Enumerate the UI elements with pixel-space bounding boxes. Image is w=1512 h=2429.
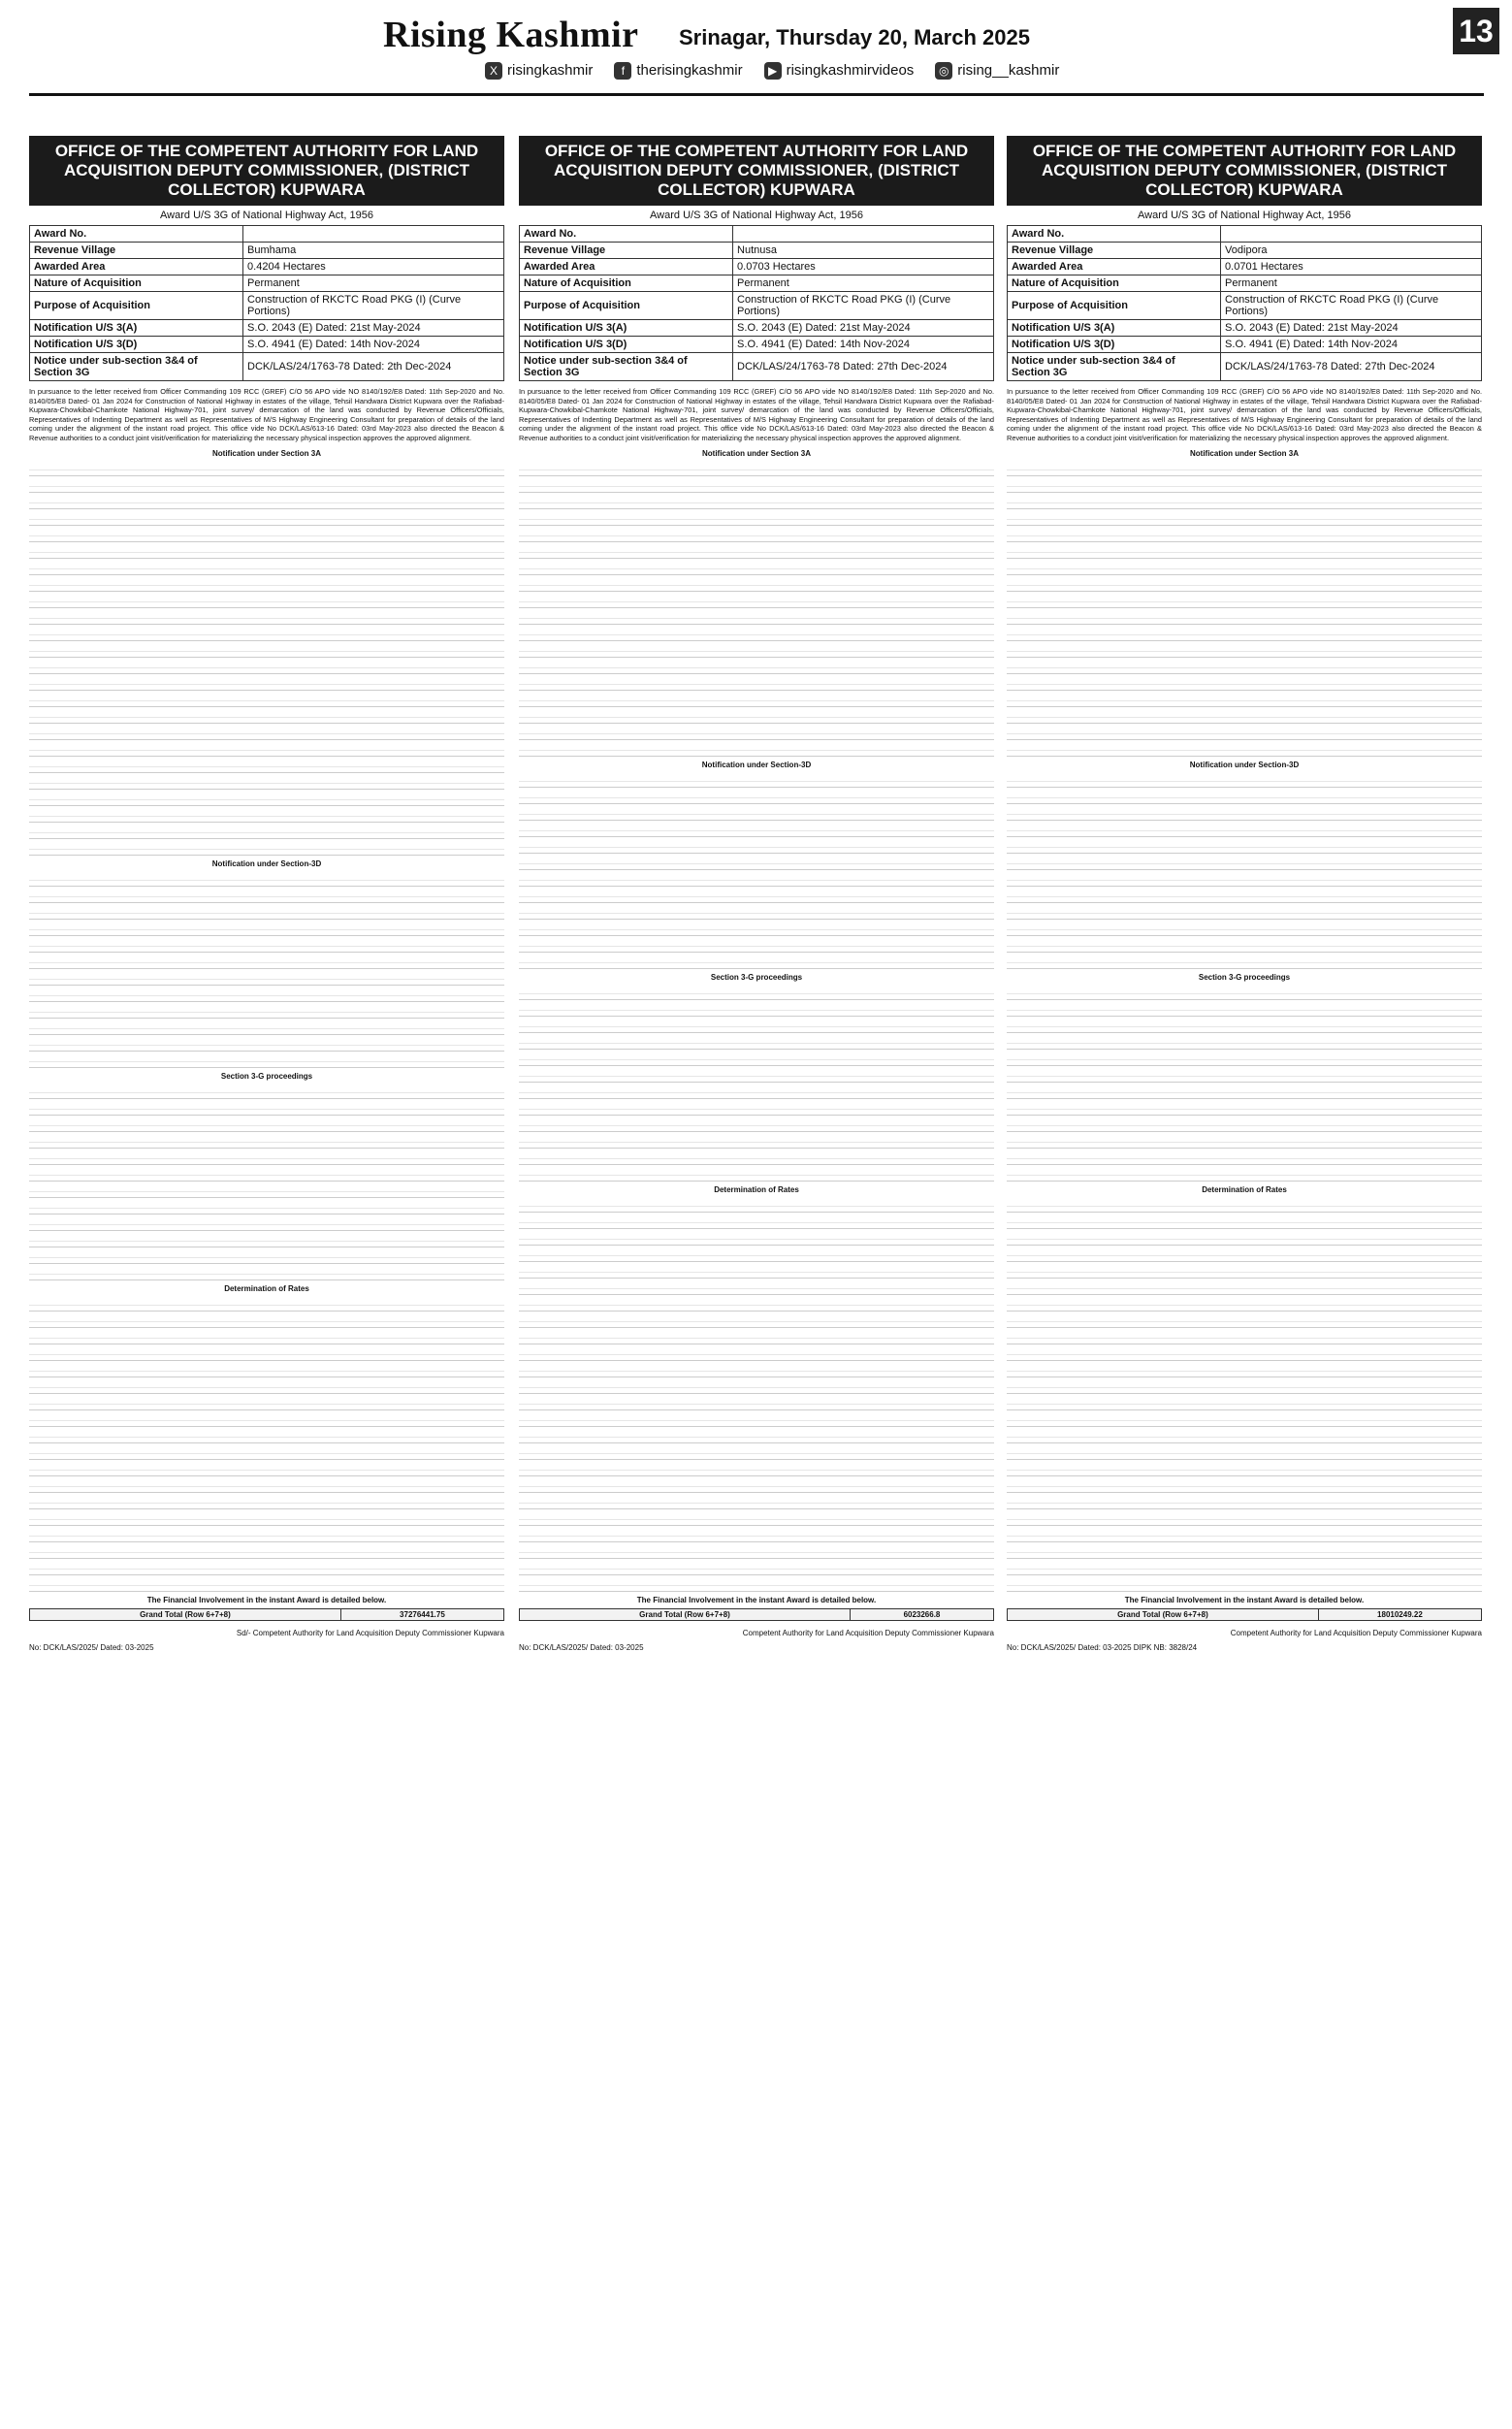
section-heading: Section 3-G proceedings <box>710 972 803 982</box>
section-heading: The Financial Involvement in the instant Award is detailed below. <box>636 1595 877 1604</box>
notice-title: OFFICE OF THE COMPETENT AUTHORITY FOR LAND ACQUISITION DEPUTY COMMISSIONER, (DISTRICT COLLECTOR) KUPWARA <box>519 136 994 206</box>
signature-block: Competent Authority for Land Acquisition Deputy Commissioner Kupwara <box>1230 1628 1482 1637</box>
youtube-icon: ▶ <box>764 62 782 80</box>
section-heading: The Financial Involvement in the instant Award is detailed below. <box>146 1595 387 1604</box>
body-paragraph: In pursuance to the letter received from Officer Commanding 109 RCC (GREF) C/O 56 APO vide NO 8140/192/E8 Dated: 11th Sep-2020 and No. 8140/05/E8 Dated- 01 Jan 2024 for Construction of National Highway in estates of the village, Tehsil Handwara District Kupwara over the Rafiabad-Kupwara-Chowkibal-Chamkote National Highway-701, joint survey/ demarcation of the land was conducted by Revenue Officers/Officials, Representatives of Indenting Department as well as Representatives of M/S Highway Engineering Consultant for preparation of details of the land coming under the alignment of the instant road project. This office vide No DCK/LAS/613-16 Dated: 03rd May-2023 also directed the Beacon & Revenue authorities to a conduct joint visit/verification for materializing the necessary physical inspection approves the approved alignment. <box>519 387 994 442</box>
instagram-icon: ◎ <box>935 62 952 80</box>
section-heading: Notification under Section 3A <box>1189 448 1299 458</box>
financial-table: Grand Total (Row 6+7+8) 18010249.22 <box>1007 1608 1482 1621</box>
section-heading: Determination of Rates <box>224 1283 309 1293</box>
section-heading: Notification under Section-3D <box>701 760 812 769</box>
body-paragraph: In pursuance to the letter received from Officer Commanding 109 RCC (GREF) C/O 56 APO vide NO 8140/192/E8 Dated: 11th Sep-2020 and No. 8140/05/E8 Dated- 01 Jan 2024 for Construction of National Highway in estates of the village, Tehsil Handwara District Kupwara over the Rafiabad-Kupwara-Chowkibal-Chamkote National Highway-701, joint survey/ demarcation of the land was conducted by Revenue Officers/Officials, Representatives of Indenting Department as well as Representatives of M/S Highway Engineering Consultant for preparation of details of the land coming under the alignment of the instant road project. This office vide No DCK/LAS/613-16 Dated: 03rd May-2023 also directed the Beacon & Revenue authorities to a conduct joint visit/verification for materializing the necessary physical inspection approves the approved alignment. <box>1007 387 1482 442</box>
award-line: Award U/S 3G of National Highway Act, 1956 <box>650 210 863 221</box>
header-rule <box>29 93 1484 96</box>
section-heading: Notification under Section 3A <box>211 448 321 458</box>
section-heading: Notification under Section-3D <box>211 858 322 868</box>
award-details-table: Award No. Revenue Village Nutnusa Awarded Area 0.0703 Hectares Nature of Acquisition Permanent Purpose of Acquisition Construction of RKCTC Road PKG (I) (Curve Portions) Notification U/S 3(A) S.O. 2043 (E) Dated: 21st May-2024 Notification U/S 3(D) S.O. 4941 (E) Dated: 14th Nov-2024 Notice under sub-section 3&4 of Section 3G DCK/LAS/24/1763-78 Dated: 27th Dec-2024 <box>519 225 994 381</box>
section-heading: The Financial Involvement in the instant Award is detailed below. <box>1124 1595 1365 1604</box>
notice-column-1 <box>29 136 504 2396</box>
award-details-table: Award No. Revenue Village Vodipora Awarded Area 0.0701 Hectares Nature of Acquisition Permanent Purpose of Acquisition Construction of RKCTC Road PKG (I) (Curve Portions) Notification U/S 3(A) S.O. 2043 (E) Dated: 21st May-2024 Notification U/S 3(D) S.O. 4941 (E) Dated: 14th Nov-2024 Notice under sub-section 3&4 of Section 3G DCK/LAS/24/1763-78 Dated: 27th Dec-2024 <box>1007 225 1482 381</box>
section-heading: Determination of Rates <box>1202 1184 1287 1194</box>
notice-column-2 <box>519 136 994 2396</box>
section-heading: Notification under Section 3A <box>701 448 811 458</box>
social-links <box>485 62 1059 80</box>
section-heading: Section 3-G proceedings <box>1198 972 1291 982</box>
masthead <box>0 0 1512 97</box>
social-x[interactable]: X risingkashmir <box>485 62 593 80</box>
signature-block: Competent Authority for Land Acquisition Deputy Commissioner Kupwara <box>742 1628 994 1637</box>
reference-number: No: DCK/LAS/2025/ Dated: 03-2025 <box>29 1642 154 1652</box>
notice-column-3 <box>1007 136 1482 2396</box>
section-heading: Section 3-G proceedings <box>220 1071 313 1081</box>
section-heading: Determination of Rates <box>714 1184 799 1194</box>
social-instagram[interactable]: ◎ rising__kashmir <box>935 62 1059 80</box>
reference-number: No: DCK/LAS/2025/ Dated: 03-2025 DIPK NB: 3828/24 <box>1007 1642 1198 1652</box>
financial-table: Grand Total (Row 6+7+8) 6023266.8 <box>519 1608 994 1621</box>
reference-number: No: DCK/LAS/2025/ Dated: 03-2025 <box>519 1642 644 1652</box>
brand-logo: Rising Kashmir <box>383 15 639 55</box>
signature-block: Sd/- Competent Authority for Land Acquisition Deputy Commissioner Kupwara <box>236 1628 504 1637</box>
notice-title: OFFICE OF THE COMPETENT AUTHORITY FOR LAND ACQUISITION DEPUTY COMMISSIONER, (DISTRICT COLLECTOR) KUPWARA <box>29 136 504 206</box>
section-heading: Notification under Section-3D <box>1189 760 1300 769</box>
award-details-table: Award No. Revenue Village Bumhama Awarded Area 0.4204 Hectares Nature of Acquisition Permanent Purpose of Acquisition Construction of RKCTC Road PKG (I) (Curve Portions) Notification U/S 3(A) S.O. 2043 (E) Dated: 21st May-2024 Notification U/S 3(D) S.O. 4941 (E) Dated: 14th Nov-2024 Notice under sub-section 3&4 of Section 3G DCK/LAS/24/1763-78 Dated: 2th Dec-2024 <box>29 225 504 381</box>
page-number: 13 <box>1453 8 1499 54</box>
notice-title: OFFICE OF THE COMPETENT AUTHORITY FOR LAND ACQUISITION DEPUTY COMMISSIONER, (DISTRICT COLLECTOR) KUPWARA <box>1007 136 1482 206</box>
award-line: Award U/S 3G of National Highway Act, 1956 <box>160 210 373 221</box>
award-line: Award U/S 3G of National Highway Act, 1956 <box>1138 210 1351 221</box>
body-paragraph: In pursuance to the letter received from Officer Commanding 109 RCC (GREF) C/O 56 APO vide NO 8140/192/E8 Dated: 11th Sep-2020 and No. 8140/05/E8 Dated- 01 Jan 2024 for Construction of National Highway in estates of the village, Tehsil Handwara District Kupwara over the Rafiabad-Kupwara-Chowkibal-Chamkote National Highway-701, joint survey/ demarcation of the land was conducted by Revenue Officers/Officials, Representatives of Indenting Department as well as Representatives of M/S Highway Engineering Consultant for preparation of details of the land coming under the alignment of the instant road project. This office vide No DCK/LAS/613-16 Dated: 03rd May-2023 also directed the Beacon & Revenue authorities to a conduct joint visit/verification for materializing the necessary physical inspection approves the approved alignment. <box>29 387 504 442</box>
social-facebook[interactable]: f therisingkashmir <box>614 62 742 80</box>
dateline: Srinagar, Thursday 20, March 2025 <box>679 25 1030 49</box>
social-youtube[interactable]: ▶ risingkashmirvideos <box>764 62 915 80</box>
facebook-icon: f <box>614 62 631 80</box>
financial-table: Grand Total (Row 6+7+8) 37276441.75 <box>29 1608 504 1621</box>
x-icon: X <box>485 62 502 80</box>
